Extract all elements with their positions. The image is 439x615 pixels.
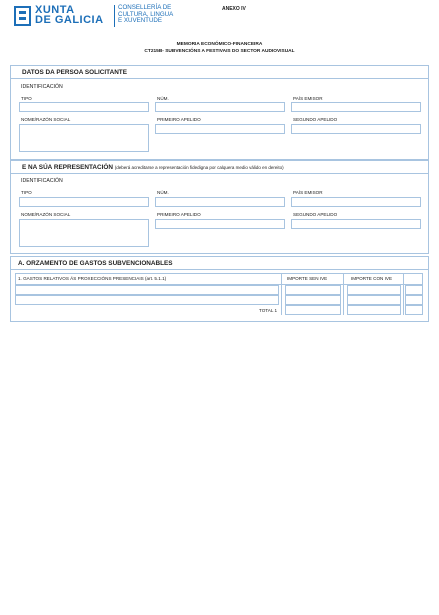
column-divider	[343, 273, 344, 315]
num-label: NÚM.	[157, 190, 169, 195]
galicia-flag-icon	[14, 6, 31, 26]
logo-cons-line2: CULTURA, LINGUA	[118, 10, 174, 18]
representation-note: (deberá acreditarse a representación fidedigna por calquera medio válido en dereito)	[114, 165, 284, 170]
concept-field-2[interactable]	[15, 295, 279, 305]
section-title: DATOS DA PERSOA SOLICITANTE	[22, 69, 127, 76]
identification-heading: IDENTIFICACIÓN	[21, 84, 63, 90]
logo-xunta-line1: XUNTA	[35, 4, 75, 16]
logo-conselleria-text	[118, 5, 173, 25]
logo-xunta-line2: DE GALICIA	[35, 14, 104, 26]
tipo-label: TIPO	[21, 96, 32, 101]
tipo-field[interactable]	[19, 197, 149, 207]
num-field[interactable]	[155, 197, 285, 207]
gastos-row-header: 1. GASTOS RELATIVOS ÁS PROXECCIÓNS PRESENCIAIS (art. 5.1.1)	[18, 276, 167, 281]
segundo-apelido-label: SEGUNDO APELIDO	[293, 212, 338, 217]
nome-label: NOME/RAZÓN SOCIAL	[21, 117, 71, 122]
extra-field-2[interactable]	[405, 295, 423, 305]
primeiro-apelido-field[interactable]	[155, 219, 285, 229]
pais-emisor-field[interactable]	[291, 102, 421, 112]
tipo-label: TIPO	[21, 190, 32, 195]
primeiro-apelido-field[interactable]	[155, 124, 285, 134]
total-extra-field[interactable]	[405, 305, 423, 315]
sen-ive-field-2[interactable]	[285, 295, 341, 305]
nome-field[interactable]	[19, 124, 149, 152]
con-ive-field-2[interactable]	[347, 295, 401, 305]
segundo-apelido-field[interactable]	[291, 219, 421, 229]
primeiro-apelido-label: PRIMEIRO APELIDO	[157, 117, 201, 122]
col-importe-con-ive: IMPORTE CON IVE	[351, 276, 393, 281]
total-label: TOTAL 1	[259, 308, 278, 313]
segundo-apelido-label: SEGUNDO APELIDO	[293, 117, 338, 122]
section-divider	[11, 173, 428, 174]
document-subtitle: CT215B- SUBVENCIÓNS A FESTIVAIS DO SECTOR AUDIOVISUAL	[144, 49, 295, 54]
applicant-section	[10, 65, 429, 160]
logo-divider	[114, 5, 115, 27]
pais-emisor-label: PAÍS EMISOR	[293, 190, 323, 195]
logo-xunta-text	[35, 5, 104, 25]
col-importe-sen-ive: IMPORTE SEN IVE	[287, 276, 328, 281]
con-ive-field-1[interactable]	[347, 285, 401, 295]
section-title: A. ORZAMENTO DE GASTOS SUBVENCIONABLES	[18, 260, 173, 267]
column-divider	[403, 273, 404, 315]
section-divider	[11, 78, 428, 79]
tipo-field[interactable]	[19, 102, 149, 112]
total-sen-ive-field[interactable]	[285, 305, 341, 315]
extra-field-1[interactable]	[405, 285, 423, 295]
nome-field[interactable]	[19, 219, 149, 247]
total-con-ive-field[interactable]	[347, 305, 401, 315]
column-divider	[281, 273, 282, 315]
xunta-logo	[14, 5, 174, 29]
budget-table	[15, 273, 423, 315]
document-title: MEMORIA ECONÓMICO-FINANCEIRA	[176, 42, 263, 47]
representation-section	[10, 160, 429, 254]
annex-label: ANEXO IV	[222, 6, 246, 12]
logo-cons-line1: CONSELLERÍA DE	[118, 4, 172, 11]
pais-emisor-field[interactable]	[291, 197, 421, 207]
logo-cons-line3: E XUVENTUDE	[118, 17, 163, 25]
section-divider	[11, 269, 428, 270]
num-field[interactable]	[155, 102, 285, 112]
num-label: NÚM.	[157, 96, 169, 101]
sen-ive-field-1[interactable]	[285, 285, 341, 295]
section-title	[22, 164, 284, 171]
pais-emisor-label: PAÍS EMISOR	[293, 96, 323, 101]
identification-heading: IDENTIFICACIÓN	[21, 178, 63, 184]
budget-section	[10, 256, 429, 322]
segundo-apelido-field[interactable]	[291, 124, 421, 134]
representation-title: E NA SÚA REPRESENTACIÓN	[22, 164, 114, 171]
concept-field-1[interactable]	[15, 285, 279, 295]
primeiro-apelido-label: PRIMEIRO APELIDO	[157, 212, 201, 217]
nome-label: NOME/RAZÓN SOCIAL	[21, 212, 71, 217]
